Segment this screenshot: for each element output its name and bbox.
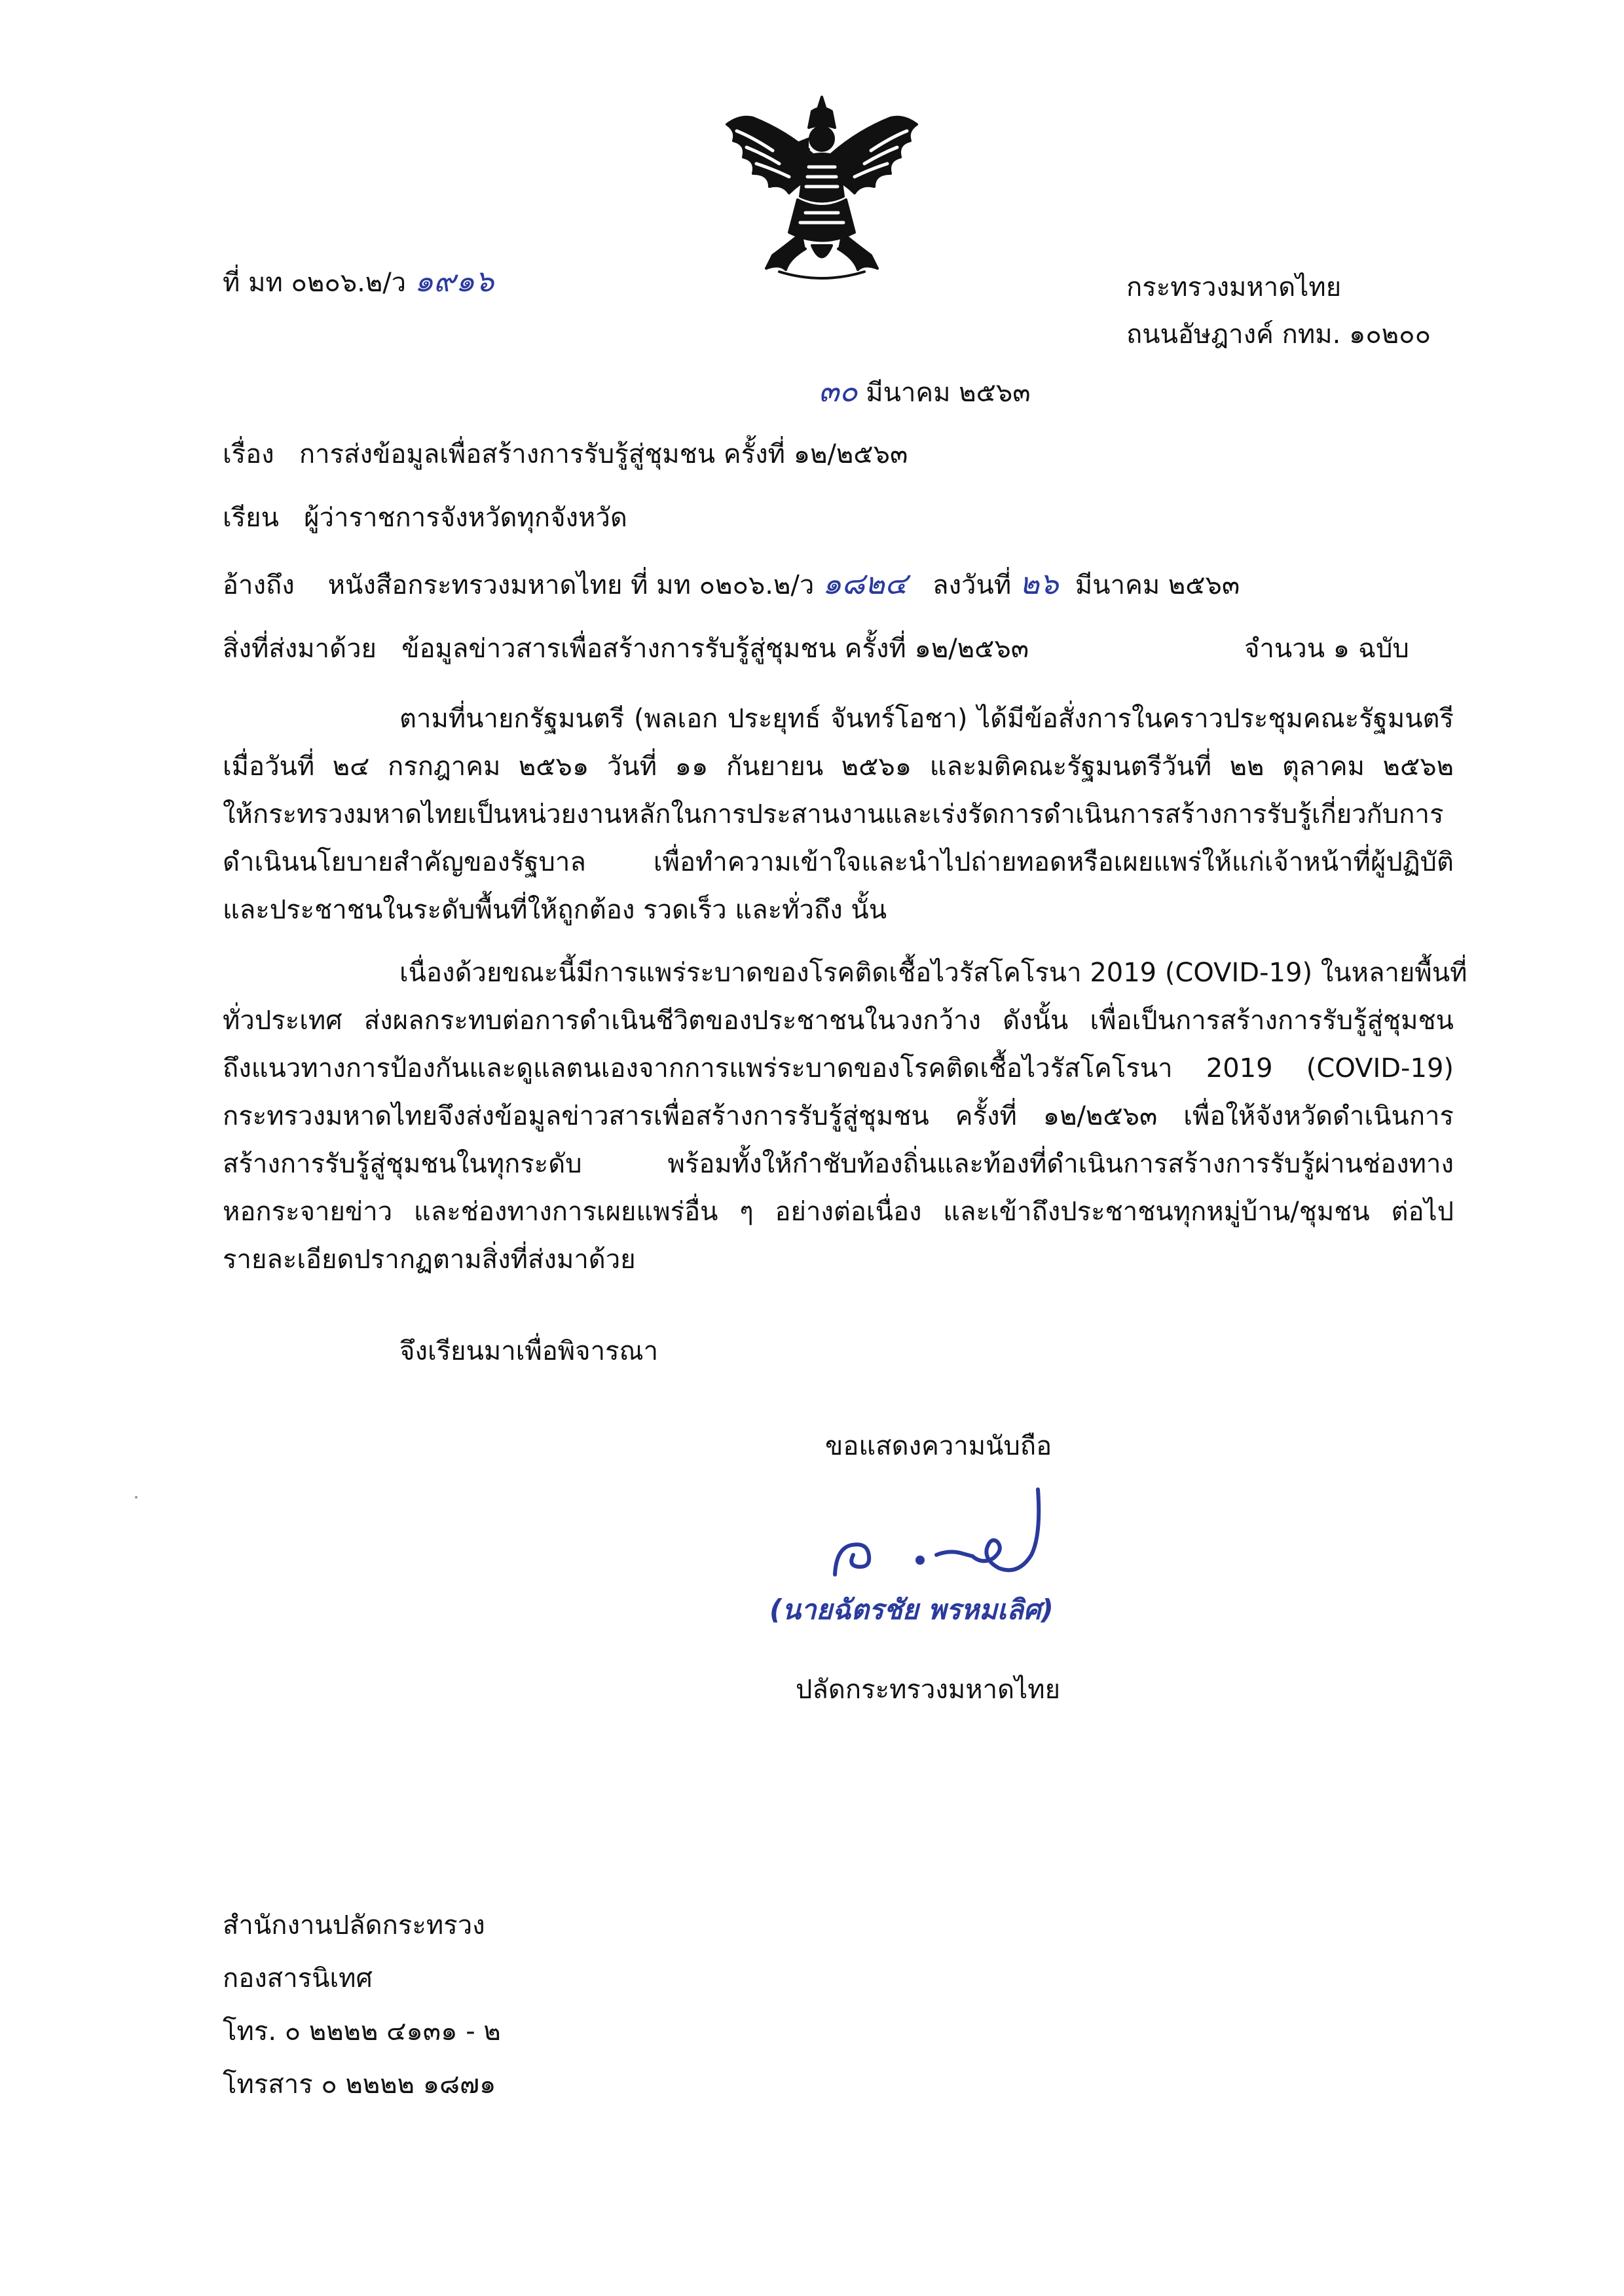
letter-date [819,372,1031,412]
scan-speck [135,1496,138,1499]
ministry-name: กระทรวงมหาดไทย [1126,272,1342,302]
paragraph-line: ให้กระทรวงมหาดไทยเป็นหน่วยงานหลักในการประสานงานและเร่งรัดการดำเนินการสร้างการรับรู้เกี่ยวกับการ [223,799,1444,829]
enclosure-line [223,630,1029,668]
paragraph-line: ตามที่นายกรัฐมนตรี (พลเอก ประยุทธ์ จันทร์โอชา) ได้มีข้อสั่งการในคราวประชุมคณะรัฐมนตรี [399,704,1454,734]
reference-number-handwritten: ๑๙๑๖ [414,263,494,299]
paragraph-line: เนื่องด้วยขณะนี้มีการแพร่ระบาดของโรคติดเชื้อไวรัสโคโรนา 2019 (COVID-19) ในหลายพื้นที่ [399,958,1467,988]
reference-day-handwritten: ๒๖ [1019,566,1059,601]
subject-label: เรื่อง [223,439,274,469]
footer-division: กองสารนิเทศ [223,1963,373,1994]
enclosure-quantity: จำนวน ๑ ฉบับ [1244,634,1409,664]
footer-phone: โทร. ๐ ๒๒๒๒ ๔๑๓๑ - ๒ [223,2016,501,2047]
ministry-address: ถนนอัษฎางค์ กทม. ๑๐๒๐๐ [1126,319,1431,350]
reference-number-handwritten-2: ๑๘๒๔ [822,566,908,601]
paragraph-line: และประชาชนในระดับพื้นที่ให้ถูกต้อง รวดเร็ว และทั่วถึง นั้น [223,895,887,925]
paragraph-line: ดำเนินนโยบายสำคัญของรัฐบาล เพื่อทำความเข้าใจและนำไปถ่ายทอดหรือเผยแพร่ให้แก่เจ้าหน้าที่ผู้ปฏิบัติ [223,847,1454,877]
enclosure-label: สิ่งที่ส่งมาด้วย [223,634,377,664]
reference-date-label: ลงวันที่ [932,570,1012,600]
signatory-position: ปลัดกระทรวงมหาดไทย [796,1675,1061,1705]
document-reference [223,262,494,302]
recipient-label: เรียน [223,503,279,533]
reference-ref-label: อ้างถึง [223,570,295,600]
date-day-handwritten: ๓๐ [819,373,858,409]
paragraph-line: สร้างการรับรู้สู่ชุมชนในทุกระดับ พร้อมทั้งให้กำชับท้องถิ่นและท้องที่ดำเนินการสร้างการรับรู้ผ่านช่องทาง [223,1149,1454,1179]
reference-label: ที่ มท ๐๒๐๖.๒/ว [223,268,407,298]
date-month-year: มีนาคม ๒๕๖๓ [866,378,1031,408]
paragraph-line: ถึงแนวทางการป้องกันและดูแลตนเองจากการแพร่ระบาดของโรคติดเชื้อไวรัสโคโรนา 2019 (COVID-19) [223,1053,1454,1084]
paragraph-line: เมื่อวันที่ ๒๔ กรกฎาคม ๒๕๖๑ วันที่ ๑๑ กันยายน ๒๕๖๑ และมติคณะรัฐมนตรีวันที่ ๒๒ ตุลาคม ๒๕๖๒ [223,752,1454,782]
subject-text: การส่งข้อมูลเพื่อสร้างการรับรู้สู่ชุมชน ครั้งที่ ๑๒/๒๕๖๓ [299,439,908,469]
salutation: ขอแสดงความนับถือ [825,1431,1052,1461]
reference-line [223,564,1240,604]
body-paragraph-1 [223,695,1454,934]
recipient-line [223,499,627,537]
paragraph-line: รายละเอียดปรากฏตามสิ่งที่ส่งมาด้วย [223,1245,636,1275]
body-paragraph-2 [223,949,1467,1284]
garuda-emblem-icon [714,92,930,288]
paragraph-line: กระทรวงมหาดไทยจึงส่งข้อมูลข่าวสารเพื่อสร้างการรับรู้สู่ชุมชน ครั้งที่ ๑๒/๒๕๖๓ เพื่อให้จังหวัดดำเนินการ [223,1101,1454,1131]
footer-fax: โทรสาร ๐ ๒๒๒๒ ๑๘๗๑ [223,2069,496,2100]
recipient-text: ผู้ว่าราชการจังหวัดทุกจังหวัด [304,503,627,533]
paragraph-line: ทั่วประเทศ ส่งผลกระทบต่อการดำเนินชีวิตของประชาชนในวงกว้าง ดังนั้น เพื่อเป็นการสร้างการรับรู้สู่ชุมชน [223,1006,1454,1036]
enclosure-text: ข้อมูลข่าวสารเพื่อสร้างการรับรู้สู่ชุมชน ครั้งที่ ๑๒/๒๕๖๓ [401,634,1029,664]
closing-line: จึงเรียนมาเพื่อพิจารณา [399,1336,659,1366]
footer-office: สำนักงานปลัดกระทรวง [223,1910,485,1941]
reference-text: หนังสือกระทรวงมหาดไทย ที่ มท ๐๒๐๖.๒/ว [327,570,815,600]
handwritten-signature [822,1476,1084,1588]
subject-line [223,435,908,473]
paragraph-line: หอกระจายข่าว และช่องทางการเผยแพร่อื่น ๆ อย่างต่อเนื่อง และเข้าถึงประชาชนทุกหมู่บ้าน/ชุมชน ต่อไป [223,1197,1454,1227]
reference-date-rest: มีนาคม ๒๕๖๓ [1075,570,1240,600]
signatory-name: (นายฉัตรชัย พรหมเลิศ) [769,1594,1054,1626]
